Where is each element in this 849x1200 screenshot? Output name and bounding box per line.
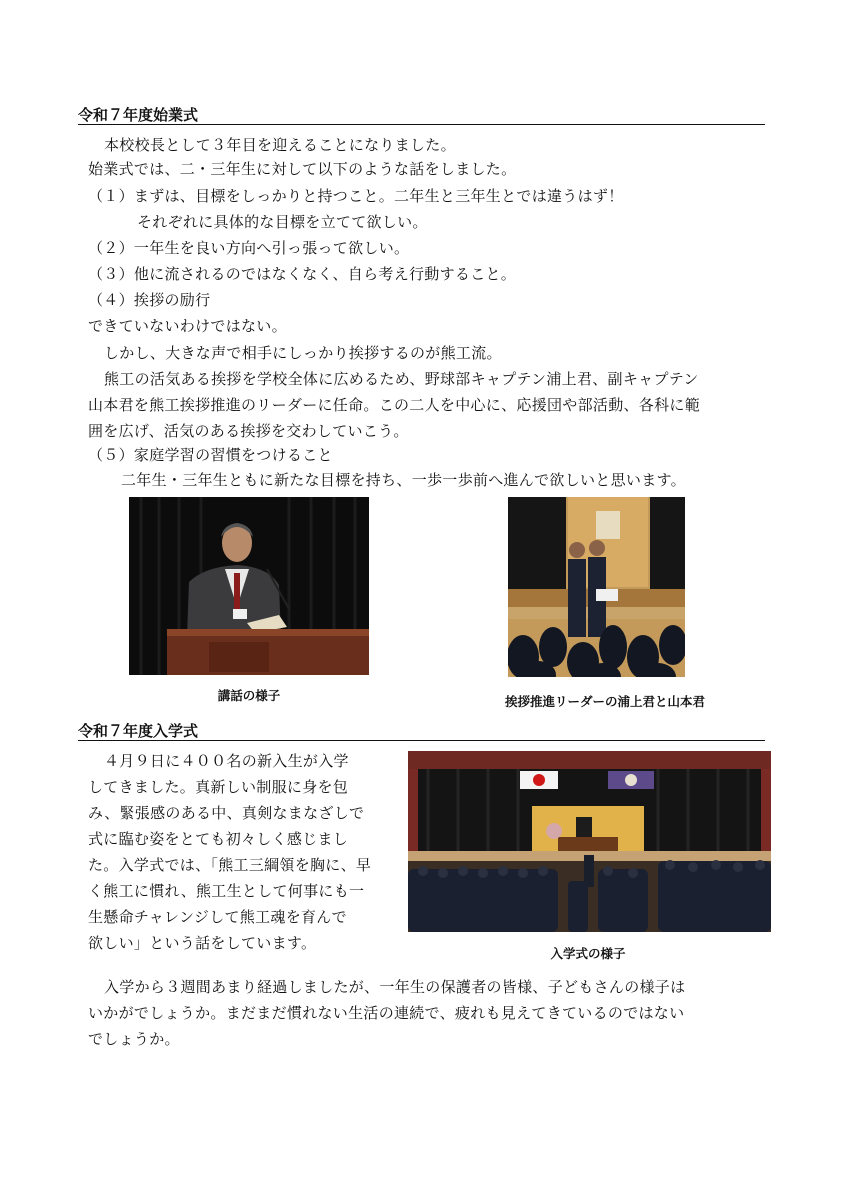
body-line: 入学から３週間あまり経過しましたが、一年生の保護者の皆様、子どもさんの様子は <box>104 978 686 996</box>
body-line: でしょうか。 <box>88 1030 180 1048</box>
body-line: いかがでしょうか。まだまだ慣れない生活の連続で、疲れも見えてきているのではない <box>88 1004 685 1022</box>
body-line: 山本君を熊工挨拶推進のリーダーに任命。この二人を中心に、応援団や部活動、各科に範 <box>88 396 701 414</box>
body-line: できていないわけではない。 <box>88 317 287 335</box>
body-line: 熊工の活気ある挨拶を学校全体に広めるため、野球部キャプテン浦上君、副キャプテン <box>104 370 699 388</box>
photo-caption-speech: 講話の様子 <box>217 688 281 703</box>
body-line: （３）他に流されるのではなくなく、自ら考え行動すること。 <box>88 265 517 283</box>
body-line: 二年生・三年生ともに新たな目標を持ち、一歩一歩前へ進んで欲しいと思います。 <box>121 471 686 489</box>
body-line: ４月９日に４００名の新入生が入学 <box>104 752 349 770</box>
heading-rule <box>78 740 765 741</box>
body-line: してきました。真新しい制服に身を包 <box>88 778 349 796</box>
photo-caption-leaders: 挨拶推進リーダーの浦上君と山本君 <box>504 694 705 709</box>
body-line: しかし、大きな声で相手にしっかり挨拶するのが熊工流。 <box>104 344 502 362</box>
entrance-ceremony-photo <box>408 751 771 932</box>
greeting-leaders-photo <box>508 497 685 677</box>
body-line: 始業式では、二・三年生に対して以下のような話をしました。 <box>88 160 517 178</box>
body-line: 欲しい」という話をしています。 <box>88 934 317 952</box>
section-title-opening-ceremony: 令和７年度始業式 <box>78 106 199 124</box>
body-line: それぞれに具体的な目標を立てて欲しい。 <box>137 213 428 231</box>
principal-speech-photo <box>129 497 369 675</box>
body-line: み、緊張感のある中、真剣なまなざしで <box>88 804 365 822</box>
body-line: （４）挨拶の励行 <box>88 291 211 309</box>
body-line: （５）家庭学習の習慣をつけること <box>88 446 333 464</box>
body-line: た。入学式では、「熊工三綱領を胸に、早 <box>88 856 372 874</box>
body-line: 本校校長として３年目を迎えることになりました。 <box>104 136 456 154</box>
body-line: 囲を広げ、活気のある挨拶を交わしていこう。 <box>88 422 409 440</box>
body-line: く熊工に慣れ、熊工生として何事にも一 <box>88 882 365 900</box>
heading-rule <box>78 124 765 125</box>
body-line: 式に臨む姿をとても初々しく感じまし <box>88 830 349 848</box>
section-title-entrance-ceremony: 令和７年度入学式 <box>78 722 199 740</box>
body-line: （１）まずは、目標をしっかりと持つこと。二年生と三年生とでは違うはず！ <box>88 187 624 205</box>
body-line: （２）一年生を良い方向へ引っ張って欲しい。 <box>88 239 410 257</box>
body-line: 生懸命チャレンジして熊工魂を育んで <box>88 908 347 926</box>
photo-caption-entrance: 入学式の様子 <box>550 946 626 961</box>
